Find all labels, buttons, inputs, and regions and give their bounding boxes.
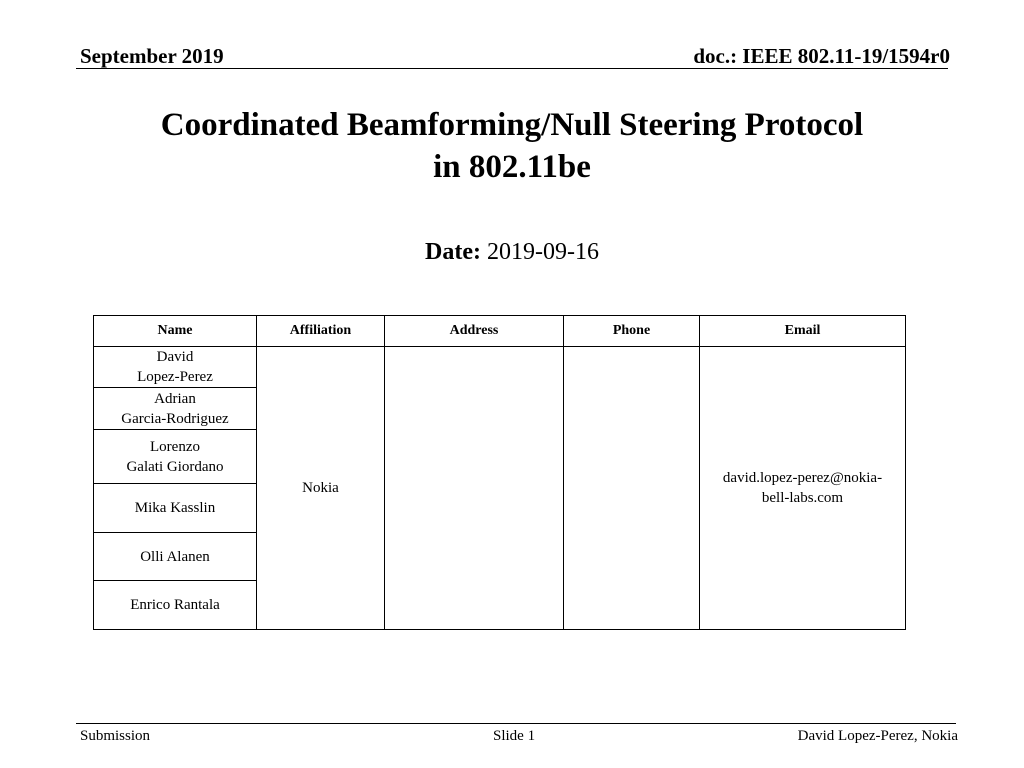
column-header-affiliation: Affiliation [257,316,385,347]
author-name-line: Lorenzo [150,438,200,455]
affiliation-cell: Nokia [257,347,385,630]
phone-cell [564,347,700,630]
table-header-row [94,316,906,347]
author-name-cell [94,347,257,388]
header-date: September 2019 [80,44,224,68]
footer-author: David Lopez-Perez, Nokia [797,728,958,744]
address-cell [385,347,564,630]
author-name-cell [94,388,257,430]
date-value: 2019-09-16 [486,239,599,265]
email-cell [700,347,906,630]
authors-table [93,315,906,630]
author-name-cell [94,430,257,484]
slide-title-line-2: in 802.11be [433,149,591,185]
author-name-line: David [156,349,194,365]
slide-title-line-1: Coordinated Beamforming/Null Steering Protocol [160,107,864,143]
header-divider [76,68,948,69]
author-name-cell: Mika Kasslin [94,484,257,533]
table-row [94,347,906,388]
slide-title [0,104,1024,188]
footer-slide-number: Slide 1 [493,728,536,744]
author-name-cell: Olli Alanen [94,533,257,581]
author-name-line: Garcia-Rodriguez [121,410,229,427]
author-name-cell: Enrico Rantala [94,581,257,630]
email-line: david.lopez-perez@nokia- [722,470,883,486]
column-header-email: Email [700,316,906,347]
column-header-phone: Phone [564,316,700,347]
email-line: bell-labs.com [761,490,844,506]
slide-date [0,239,1024,266]
date-label: Date: [425,239,481,265]
header-doc-id: doc.: IEEE 802.11-19/1594r0 [693,44,950,68]
column-header-name: Name [94,316,257,347]
author-name-line: Lopez-Perez [137,369,213,385]
footer-submission: Submission [80,728,151,744]
column-header-address: Address [385,316,564,347]
author-name-line: Galati Giordano [126,458,224,475]
footer-divider [76,723,956,724]
author-name-line: Adrian [154,390,196,407]
